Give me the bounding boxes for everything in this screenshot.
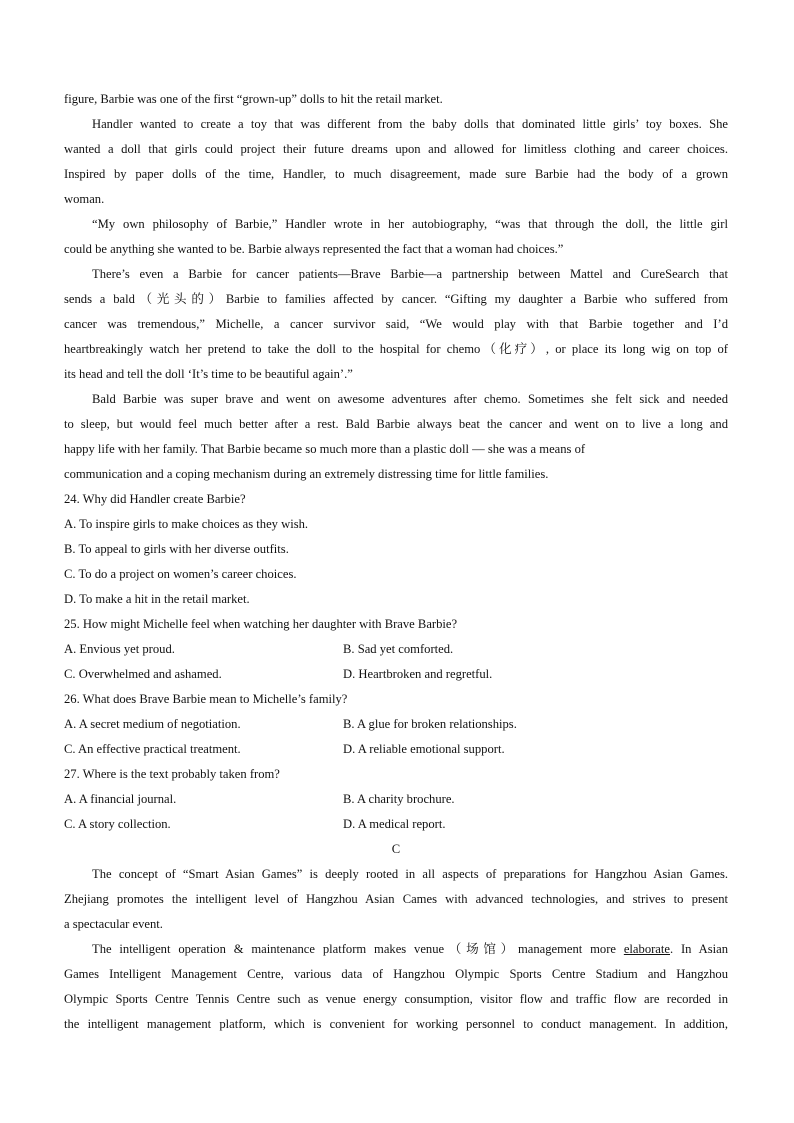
question-26-options-row [64,739,728,764]
passage-b-line: Bald Barbie was super brave and went on awesome adventures after chemo. Sometimes she felt sick and needed [92,392,728,406]
section-c-line [64,939,728,964]
passage-b-line: Handler wanted to create a toy that was different from the baby dolls that dominated little girls’ toy boxes. She [92,117,728,131]
question-25-options-row [64,664,728,689]
question-25-option-b: B. Sad yet comforted. [343,642,454,656]
passage-b-line: woman. [64,192,105,206]
passage-b-line: communication and a coping mechanism during an extremely distressing time for little families. [64,467,549,481]
passage-b-line: could be anything she wanted to be. Barbie always represented the fact that a woman had choices.” [64,242,564,256]
question-24-option-b: B. To appeal to girls with her diverse outfits. [64,542,289,556]
question-26-options-row [64,714,728,739]
passage-b-line: Inspired by paper dolls of the time, Handler, to much disagreement, made sure Barbie had the body of a grown [64,167,728,181]
passage-b-line: to sleep, but would feel much better after a rest. Bald Barbie always beat the cancer and went on to live a long and [64,417,728,431]
section-c-text: . In Asian [670,942,729,956]
question-24-option-c: C. To do a project on women’s career choices. [64,567,297,581]
section-c-line: Olympic Sports Centre Tennis Centre such as venue energy consumption, visitor flow and traffic flow are recorded in [64,992,728,1006]
question-27-option-c: C. A story collection. [64,817,171,831]
section-c-line: a spectacular event. [64,917,163,931]
question-25-option-a: A. Envious yet proud. [64,642,175,656]
question-24-stem: 24. Why did Handler create Barbie? [64,492,246,506]
question-25-stem: 25. How might Michelle feel when watching her daughter with Brave Barbie? [64,617,458,631]
passage-b-line: figure, Barbie was one of the first “grown-up” dolls to hit the retail market. [64,92,443,106]
question-27-option-b: B. A charity brochure. [343,792,455,806]
question-25-option-d: D. Heartbroken and regretful. [343,667,493,681]
passage-b-line: “My own philosophy of Barbie,” Handler wrote in her autobiography, “was that through the doll, the little girl [92,217,728,231]
passage-b-line: wanted a doll that girls could project their future dreams upon and allowed for limitless clothing and career choices. [64,142,728,156]
passage-b-line: sends a bald（光头的）Barbie to families affected by cancer. “Gifting my daughter a Barbie who suffered from [64,292,728,306]
passage-b-line: happy life with her family. That Barbie became so much more than a plastic doll — she was a means of [64,442,586,456]
question-24-option-d: D. To make a hit in the retail market. [64,592,250,606]
question-25-options-row [64,639,728,664]
question-27-option-a: A. A financial journal. [64,792,177,806]
section-c-line: the intelligent management platform, which is convenient for working personnel to conduct management. In addition, [64,1017,728,1031]
underlined-word: elaborate [623,942,670,956]
section-c-line: The concept of “Smart Asian Games” is deeply rooted in all aspects of preparations for Hangzhou Asian Games. [92,867,728,881]
question-27-stem: 27. Where is the text probably taken from? [64,767,280,781]
passage-b-line: cancer was tremendous,” Michelle, a cancer survivor said, “We would play with that Barbie together and I’d [64,317,728,331]
section-c-heading: C [391,842,401,856]
passage-b-line: heartbreakingly watch her pretend to take the doll to the hospital for chemo（化疗）, or place its long wig on top of [64,342,728,356]
exam-page [64,89,728,1039]
question-27-option-d: D. A medical report. [343,817,446,831]
passage-b-line: There’s even a Barbie for cancer patients—Brave Barbie—a partnership between Mattel and CureSearch that [92,267,728,281]
question-25-option-c: C. Overwhelmed and ashamed. [64,667,222,681]
question-26-option-c: C. An effective practical treatment. [64,742,241,756]
question-26-option-d: D. A reliable emotional support. [343,742,505,756]
question-26-option-b: B. A glue for broken relationships. [343,717,517,731]
question-27-options-row [64,789,728,814]
question-27-options-row [64,814,728,839]
section-c-line: Games Intelligent Management Centre, various data of Hangzhou Olympic Sports Centre Stadium and Hangzhou [64,967,728,981]
question-26-option-a: A. A secret medium of negotiation. [64,717,241,731]
passage-b-line: its head and tell the doll ‘It’s time to be beautiful again’.” [64,367,353,381]
section-c-line: Zhejiang promotes the intelligent level of Hangzhou Asian Cames with advanced technologies, and strives to present [64,892,728,906]
question-26-stem: 26. What does Brave Barbie mean to Michelle’s family? [64,692,348,706]
question-24-option-a: A. To inspire girls to make choices as they wish. [64,517,309,531]
section-c-text: The intelligent operation & maintenance platform makes venue（场馆）management more [92,942,624,956]
